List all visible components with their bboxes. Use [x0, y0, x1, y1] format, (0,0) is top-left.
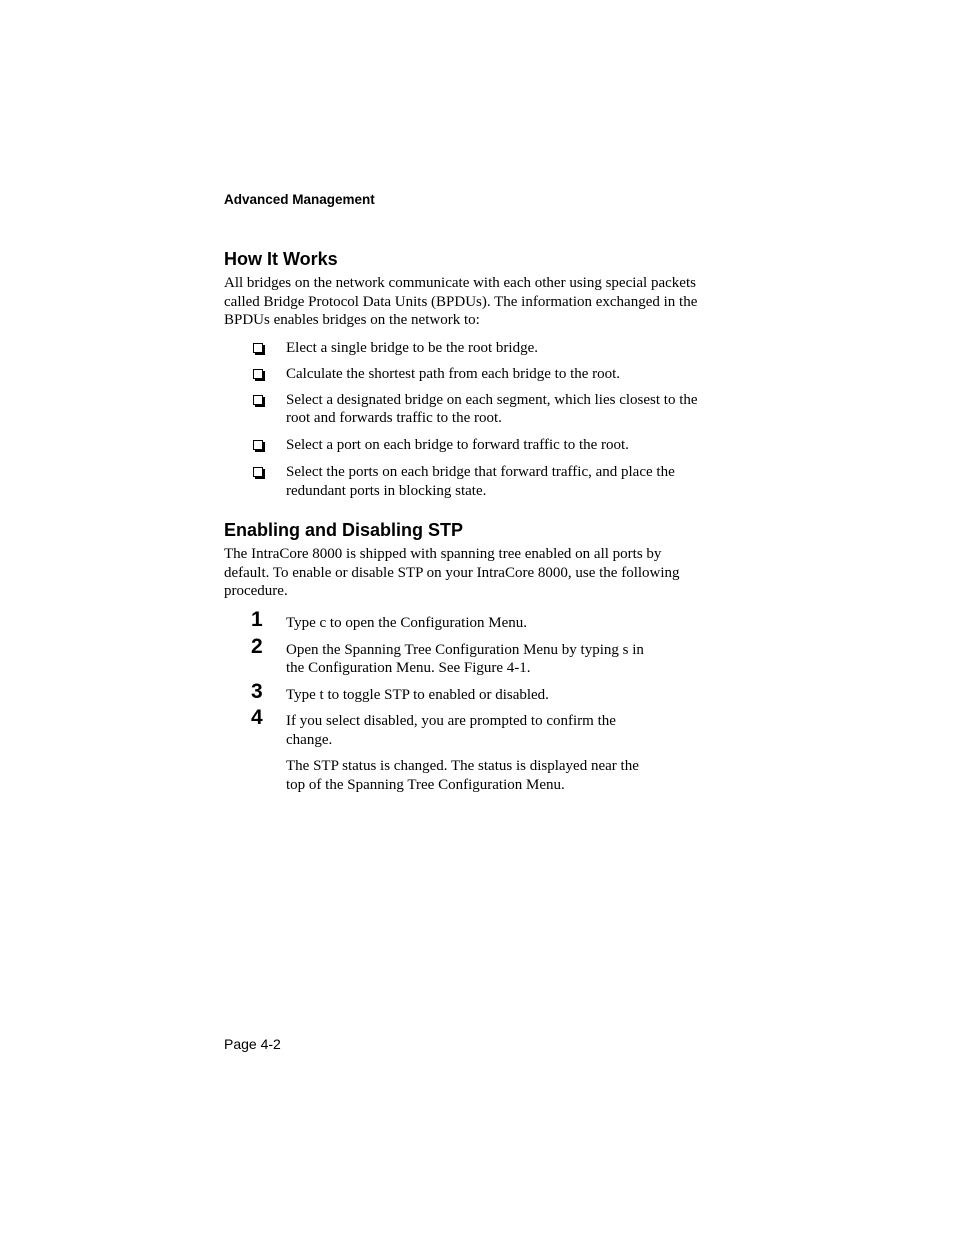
checkbox-bullet-icon	[253, 467, 263, 477]
list-item	[224, 339, 706, 358]
step-item	[224, 706, 646, 749]
step-number: 2	[251, 634, 263, 658]
step-text: Open the Spanning Tree Configuration Menu by typing s in the Configuration Menu. See Figure 4-1.	[286, 641, 644, 676]
enabling-stp-section	[224, 519, 704, 809]
step-text: Type t to toggle STP to enabled or disabled.	[286, 687, 549, 703]
list-item-text: Select a designated bridge on each segment, which lies closest to the root and forwards traffic to the root.	[286, 391, 698, 426]
how-it-works-section	[224, 248, 704, 500]
step-result-text: The STP status is changed. The status is displayed near the top of the Spanning Tree Configuration Menu.	[286, 758, 639, 793]
list-item	[224, 463, 706, 500]
step-item	[224, 634, 646, 678]
section-heading-enabling-stp: Enabling and Disabling STP	[224, 520, 464, 540]
list-item-text: Elect a single bridge to be the root bridge.	[286, 339, 539, 356]
checkbox-bullet-icon	[253, 343, 263, 353]
list-item-text: Select a port on each bridge to forward traffic to the root.	[286, 437, 629, 453]
checkbox-bullet-icon	[253, 369, 263, 379]
how-it-works-intro: All bridges on the network communicate with each other using special packets called Bridge Protocol Data Units (BPDUs). The information exchanged in the BPDUs enables bridges on the network to:	[224, 275, 698, 328]
step-number: 4	[251, 706, 263, 729]
step-number: 1	[251, 607, 263, 631]
step-item	[224, 680, 646, 705]
step-text: Type c to open the Configuration Menu.	[286, 614, 527, 631]
list-item	[224, 391, 706, 428]
enabling-stp-intro: The IntraCore 8000 is shipped with spanning tree enabled on all ports by default. To enable or disable STP on your IntraCore 8000, use the following procedure.	[224, 546, 680, 599]
checkbox-bullet-icon	[253, 440, 263, 450]
step-text: If you select disabled, you are prompted to confirm the change.	[286, 713, 616, 748]
list-item	[224, 436, 706, 455]
step-number: 3	[251, 680, 263, 703]
running-header: Advanced Management	[224, 192, 375, 207]
checkbox-bullet-icon	[253, 395, 263, 405]
list-item	[224, 365, 706, 384]
list-item-text: Select the ports on each bridge that forward traffic, and place the redundant ports in blocking state.	[286, 464, 675, 499]
list-item-text: Calculate the shortest path from each bridge to the root.	[286, 365, 621, 382]
step-item	[224, 607, 646, 633]
section-heading-how-it-works: How It Works	[224, 249, 338, 269]
bpdu-function-list	[224, 339, 704, 501]
page-number: Page 4-2	[224, 1036, 281, 1052]
stp-procedure-steps	[224, 607, 704, 750]
